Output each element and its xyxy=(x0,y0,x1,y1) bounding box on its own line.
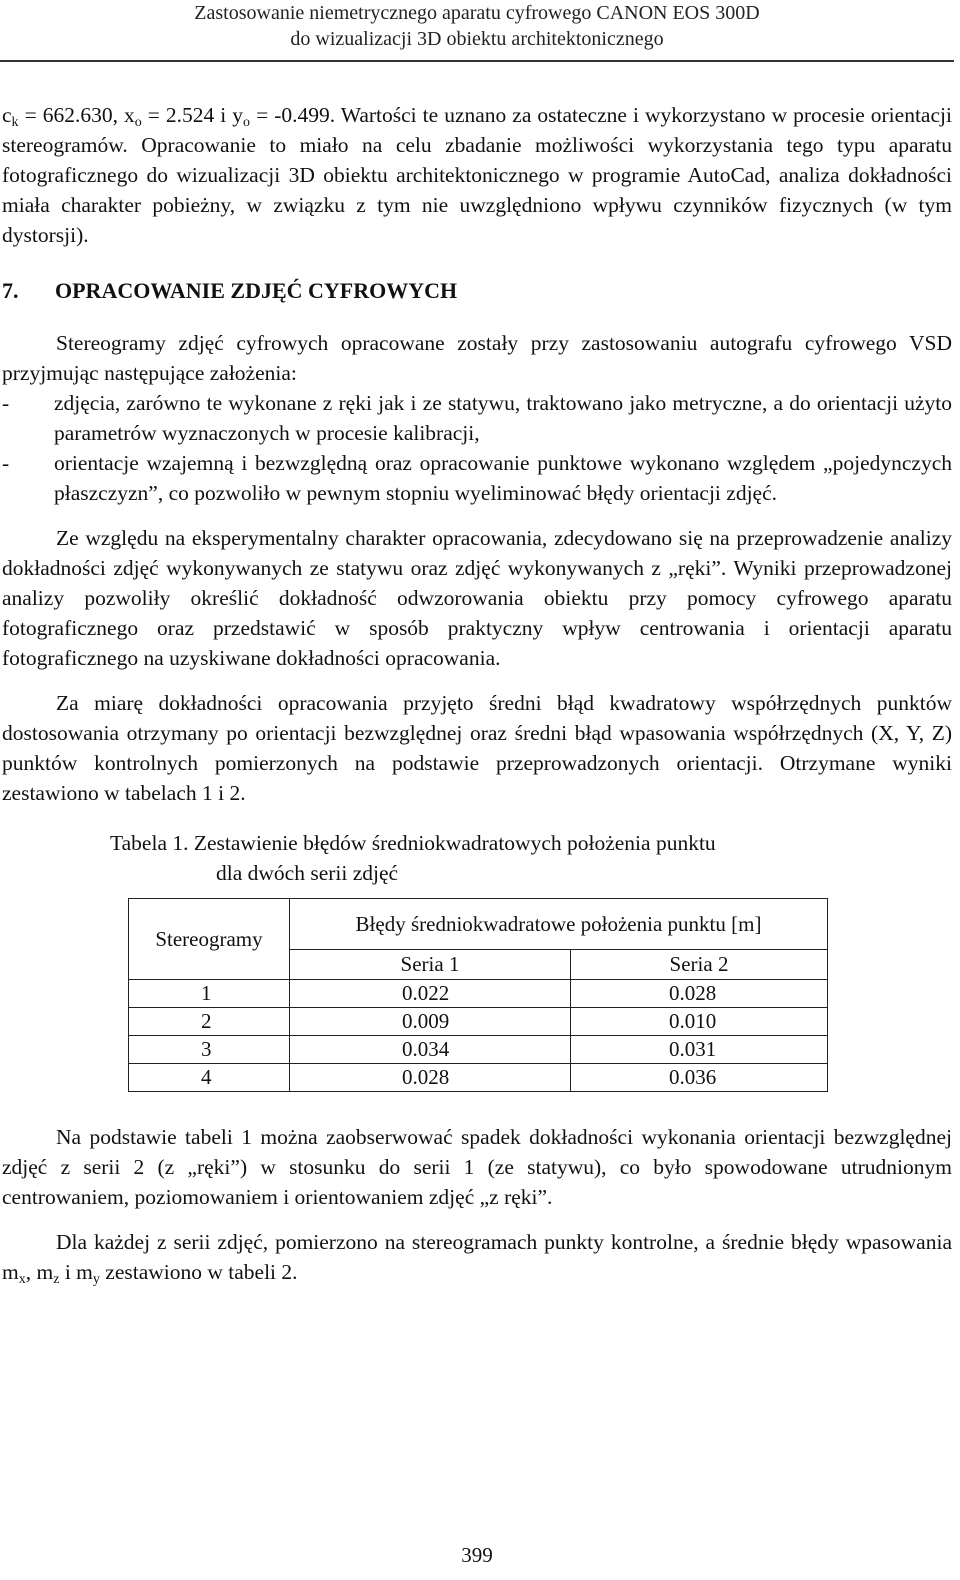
yo-symbol: y xyxy=(232,103,244,127)
table-row xyxy=(129,1036,828,1064)
table-1-caption xyxy=(110,828,952,888)
page-number: 399 xyxy=(461,1543,493,1567)
para5-start: Dla każdej z serii zdjęć, pomierzono na stereogramach punkty kontrolne, a średnie błędy wpasowania xyxy=(56,1230,952,1254)
ck-subscript: k xyxy=(11,115,19,130)
list-item-text: orientacje wzajemną i bezwzględną oraz opracowanie punktowe wykonano względem „pojedynczych płaszczyzn”, co pozwoliło w pewnym stopniu wyeliminować błędy orientacji zdjęć. xyxy=(54,451,952,505)
table-row xyxy=(129,1064,828,1092)
yo-subscript: o xyxy=(243,115,251,130)
table-1 xyxy=(128,898,828,1092)
intro-paragraph xyxy=(2,100,952,250)
running-header xyxy=(0,0,954,52)
table-1-caption-line2: dla dwóch serii zdjęć xyxy=(216,861,399,885)
header-group: Błędy średniokwadratowe położenia punktu [m] xyxy=(290,899,828,950)
header-seria-1: Seria 1 xyxy=(290,950,571,980)
cell-s2: 0.010 xyxy=(571,1008,828,1036)
table-row xyxy=(129,980,828,1008)
table-header-row xyxy=(129,899,828,950)
cell-id: 3 xyxy=(129,1036,290,1064)
cell-id: 2 xyxy=(129,1008,290,1036)
my-subscript: y xyxy=(92,1272,100,1287)
paragraph-4: Na podstawie tabeli 1 można zaobserwować spadek dokładności wykonania orientacji bezwzględnej zdjęć z serii 2 (z „ręki”) w stosunku do serii 1 (ze statywu), co było spowodowane utrudnionym centrowaniem, poziomowaniem i orientowaniem zdjęć „z ręki”. xyxy=(2,1125,952,1209)
section-title: OPRACOWANIE ZDJĘĆ CYFROWYCH xyxy=(55,278,458,303)
paragraph-5 xyxy=(2,1227,952,1287)
xo-subscript: o xyxy=(134,115,142,130)
list-dash: - xyxy=(2,391,10,415)
header-rule xyxy=(0,60,954,62)
cell-s1: 0.028 xyxy=(290,1064,571,1092)
cell-s2: 0.036 xyxy=(571,1064,828,1092)
list-item xyxy=(2,388,952,448)
mx-subscript: x xyxy=(18,1272,26,1287)
list-dash: - xyxy=(2,451,10,475)
paragraph-3: Za miarę dokładności opracowania przyjęto średni błąd kwadratowy współrzędnych punktów dostosowania otrzymany po orientacji bezwzględnej oraz średni błąd wpasowania współrzędnych (X, Y, Z) punktów kontrolnych pomierzonych na podstawie przeprowadzonych orientacji. Otrzymane wyniki zestawiono w tabelach 1 i 2. xyxy=(2,691,952,805)
mz-symbol: m xyxy=(36,1260,54,1284)
header-seria-2: Seria 2 xyxy=(571,950,828,980)
mx-symbol: m xyxy=(2,1260,19,1284)
xo-symbol: x xyxy=(123,103,135,127)
mz-subscript: z xyxy=(53,1272,60,1287)
page-content xyxy=(2,100,952,1287)
paragraph-2: Ze względu na eksperymentalny charakter opracowania, zdecydowano się na przeprowadzenie analizy dokładności zdjęć wykonywanych ze statywu oraz zdjęć wykonywanych z „ręki”. Wyniki przeprowadzonej analizy pozwoliły określić dokładność odwzorowania obiektu przy pomocy cyfrowego aparatu fotograficznego oraz przedstawić w sposób praktyczny wpływ centrowania i orientacji aparatu fotograficznego na uzyskiwane dokładności opracowania. xyxy=(2,526,952,670)
cell-s1: 0.009 xyxy=(290,1008,571,1036)
section-heading xyxy=(2,276,952,306)
para5-end: zestawiono w tabeli 2. xyxy=(99,1260,298,1284)
my-symbol: m xyxy=(76,1260,93,1284)
list-item xyxy=(2,448,952,508)
cell-s2: 0.028 xyxy=(571,980,828,1008)
running-header-line2: do wizualizacji 3D obiektu architektonicznego xyxy=(290,28,664,50)
cell-id: 4 xyxy=(129,1064,290,1092)
paragraph-1: Stereogramy zdjęć cyfrowych opracowane zostały przy zastosowaniu autografu cyfrowego VSD przyjmując następujące założenia: xyxy=(2,331,952,385)
intro-text: Wartości te uznano za ostateczne i wykorzystano w procesie orientacji stereogramów. Opracowanie to miało na celu zbadanie możliwości wykorzystania tego typu aparatu fotograficznego do wizualizacji 3D obiektu architektonicznego w programie AutoCad, analiza dokładności miała charakter pobieżny, w związku z tym nie uwzględniono wpływu czynników fizycznych (w tym dystorsji). xyxy=(2,103,952,247)
table-row xyxy=(129,1008,828,1036)
ck-value: = 662.630, xyxy=(18,103,124,127)
para5-sep1: , xyxy=(25,1260,37,1284)
para5-sep2: i xyxy=(59,1260,77,1284)
cell-id: 1 xyxy=(129,980,290,1008)
running-header-line1: Zastosowanie niemetrycznego aparatu cyfrowego CANON EOS 300D xyxy=(194,2,760,24)
cell-s2: 0.031 xyxy=(571,1036,828,1064)
table-1-caption-line1: Tabela 1. Zestawienie błędów średniokwadratowych położenia punktu xyxy=(110,831,716,855)
list-item-text: zdjęcia, zarówno te wykonane z ręki jak i ze statywu, traktowano jako metryczne, a do orientacji użyto parametrów wyznaczonych w procesie kalibracji, xyxy=(54,391,952,445)
xo-value: = 2.524 i xyxy=(141,103,233,127)
section-number: 7. xyxy=(2,278,19,303)
header-stereogramy: Stereogramy xyxy=(129,899,290,980)
cell-s1: 0.034 xyxy=(290,1036,571,1064)
assumptions-list xyxy=(2,388,952,508)
yo-value: = -0.499. xyxy=(250,103,336,127)
ck-symbol: c xyxy=(2,103,12,127)
cell-s1: 0.022 xyxy=(290,980,571,1008)
